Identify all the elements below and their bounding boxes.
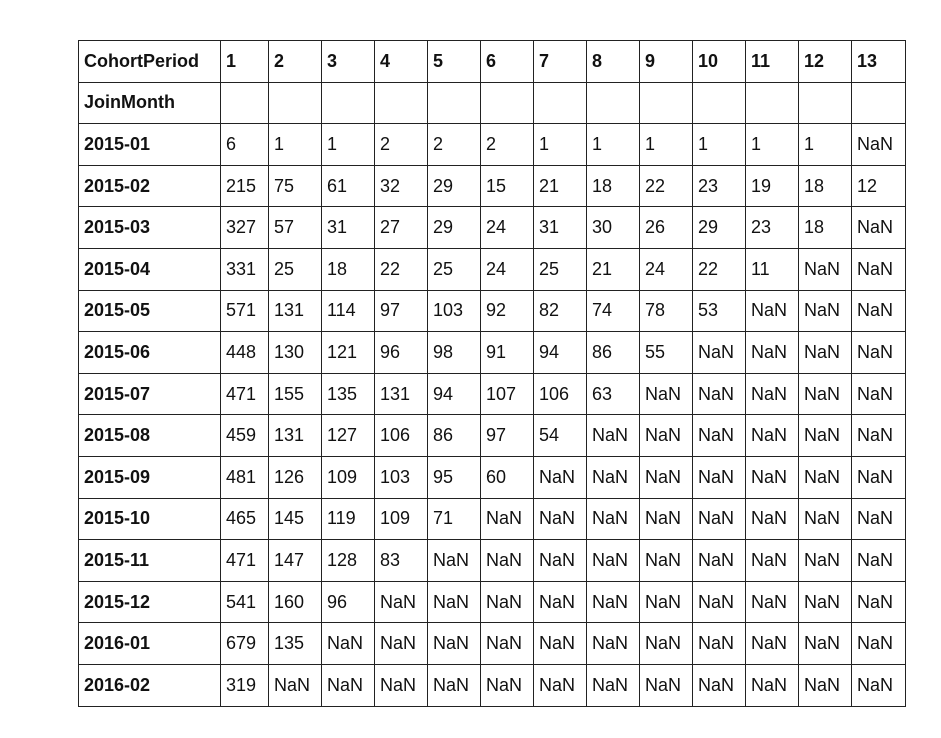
table-cell: NaN bbox=[746, 581, 799, 623]
table-cell: 471 bbox=[221, 540, 269, 582]
table-cell: NaN bbox=[640, 664, 693, 706]
header-row bbox=[79, 41, 906, 83]
table-cell: NaN bbox=[587, 581, 640, 623]
table-cell: 78 bbox=[640, 290, 693, 332]
table-cell: 459 bbox=[221, 415, 269, 457]
column-header: 5 bbox=[428, 41, 481, 83]
table-cell: 29 bbox=[693, 207, 746, 249]
table-cell: NaN bbox=[746, 373, 799, 415]
table-cell: NaN bbox=[799, 540, 852, 582]
table-cell: 22 bbox=[640, 165, 693, 207]
cohort-table bbox=[78, 40, 906, 707]
row-label: 2015-03 bbox=[79, 207, 221, 249]
table-cell: 106 bbox=[375, 415, 428, 457]
table-cell: 21 bbox=[587, 248, 640, 290]
table-cell: NaN bbox=[799, 332, 852, 374]
table-cell: 319 bbox=[221, 664, 269, 706]
table-cell: NaN bbox=[693, 332, 746, 374]
table-cell: 22 bbox=[375, 248, 428, 290]
table-cell: 83 bbox=[375, 540, 428, 582]
table-cell: NaN bbox=[640, 373, 693, 415]
table-cell: 24 bbox=[481, 207, 534, 249]
table-cell: 55 bbox=[640, 332, 693, 374]
table-cell: NaN bbox=[693, 456, 746, 498]
table-row bbox=[79, 207, 906, 249]
table-cell: 24 bbox=[640, 248, 693, 290]
table-cell: 1 bbox=[693, 124, 746, 166]
table-cell: NaN bbox=[693, 581, 746, 623]
table-cell: NaN bbox=[693, 498, 746, 540]
table-cell: NaN bbox=[746, 456, 799, 498]
table-cell: 18 bbox=[587, 165, 640, 207]
column-header: 10 bbox=[693, 41, 746, 83]
table-cell: 92 bbox=[481, 290, 534, 332]
table-cell: 24 bbox=[481, 248, 534, 290]
table-row bbox=[79, 290, 906, 332]
empty-cell bbox=[746, 82, 799, 124]
table-cell: 96 bbox=[375, 332, 428, 374]
table-cell: 131 bbox=[269, 290, 322, 332]
empty-cell bbox=[693, 82, 746, 124]
table-cell: NaN bbox=[534, 498, 587, 540]
table-cell: NaN bbox=[746, 664, 799, 706]
table-cell: NaN bbox=[587, 415, 640, 457]
table-cell: NaN bbox=[587, 623, 640, 665]
table-cell: NaN bbox=[375, 581, 428, 623]
table-cell: NaN bbox=[746, 498, 799, 540]
table-cell: NaN bbox=[428, 581, 481, 623]
table-cell: 6 bbox=[221, 124, 269, 166]
table-body bbox=[79, 124, 906, 706]
table-row bbox=[79, 581, 906, 623]
table-cell: NaN bbox=[534, 581, 587, 623]
table-row bbox=[79, 623, 906, 665]
table-cell: 57 bbox=[269, 207, 322, 249]
column-header: 12 bbox=[799, 41, 852, 83]
table-cell: 94 bbox=[534, 332, 587, 374]
row-label: 2015-06 bbox=[79, 332, 221, 374]
table-header bbox=[79, 41, 906, 124]
table-row bbox=[79, 498, 906, 540]
table-cell: NaN bbox=[322, 664, 375, 706]
row-label: 2015-02 bbox=[79, 165, 221, 207]
row-label: 2016-02 bbox=[79, 664, 221, 706]
table-cell: 155 bbox=[269, 373, 322, 415]
table-cell: 2 bbox=[481, 124, 534, 166]
table-cell: 1 bbox=[322, 124, 375, 166]
table-cell: 130 bbox=[269, 332, 322, 374]
table-cell: NaN bbox=[428, 664, 481, 706]
table-cell: 131 bbox=[269, 415, 322, 457]
table-row bbox=[79, 248, 906, 290]
row-label: 2015-09 bbox=[79, 456, 221, 498]
table-cell: 60 bbox=[481, 456, 534, 498]
table-cell: NaN bbox=[322, 623, 375, 665]
table-cell: 147 bbox=[269, 540, 322, 582]
empty-cell bbox=[799, 82, 852, 124]
table-row bbox=[79, 165, 906, 207]
table-cell: 109 bbox=[375, 498, 428, 540]
table-cell: 25 bbox=[428, 248, 481, 290]
table-cell: NaN bbox=[852, 498, 906, 540]
empty-cell bbox=[587, 82, 640, 124]
table-row bbox=[79, 415, 906, 457]
table-cell: 18 bbox=[799, 165, 852, 207]
table-cell: 75 bbox=[269, 165, 322, 207]
table-cell: NaN bbox=[587, 498, 640, 540]
table-cell: NaN bbox=[852, 290, 906, 332]
table-cell: 31 bbox=[322, 207, 375, 249]
table-cell: 135 bbox=[322, 373, 375, 415]
table-cell: 571 bbox=[221, 290, 269, 332]
table-cell: NaN bbox=[852, 540, 906, 582]
table-cell: NaN bbox=[852, 664, 906, 706]
table-cell: NaN bbox=[693, 415, 746, 457]
table-cell: 29 bbox=[428, 207, 481, 249]
table-cell: NaN bbox=[693, 623, 746, 665]
table-cell: 160 bbox=[269, 581, 322, 623]
table-cell: 135 bbox=[269, 623, 322, 665]
column-header: 4 bbox=[375, 41, 428, 83]
table-row bbox=[79, 540, 906, 582]
table-cell: NaN bbox=[428, 540, 481, 582]
table-cell: 119 bbox=[322, 498, 375, 540]
column-header: 3 bbox=[322, 41, 375, 83]
table-cell: NaN bbox=[534, 664, 587, 706]
table-cell: NaN bbox=[852, 581, 906, 623]
table-cell: 448 bbox=[221, 332, 269, 374]
table-cell: 103 bbox=[428, 290, 481, 332]
table-cell: 23 bbox=[746, 207, 799, 249]
table-cell: NaN bbox=[640, 415, 693, 457]
table-cell: NaN bbox=[799, 415, 852, 457]
row-label: 2015-11 bbox=[79, 540, 221, 582]
table-row bbox=[79, 664, 906, 706]
table-cell: NaN bbox=[481, 540, 534, 582]
table-cell: 61 bbox=[322, 165, 375, 207]
table-cell: NaN bbox=[587, 540, 640, 582]
table-cell: 91 bbox=[481, 332, 534, 374]
table-cell: NaN bbox=[799, 498, 852, 540]
table-cell: 1 bbox=[587, 124, 640, 166]
table-cell: 95 bbox=[428, 456, 481, 498]
table-cell: 471 bbox=[221, 373, 269, 415]
empty-cell bbox=[481, 82, 534, 124]
row-label: 2015-07 bbox=[79, 373, 221, 415]
table-cell: NaN bbox=[640, 540, 693, 582]
table-cell: NaN bbox=[799, 373, 852, 415]
table-cell: 97 bbox=[481, 415, 534, 457]
table-cell: 82 bbox=[534, 290, 587, 332]
table-cell: NaN bbox=[640, 581, 693, 623]
table-cell: 12 bbox=[852, 165, 906, 207]
table-cell: NaN bbox=[693, 664, 746, 706]
empty-cell bbox=[375, 82, 428, 124]
table-cell: 679 bbox=[221, 623, 269, 665]
table-cell: 74 bbox=[587, 290, 640, 332]
table-cell: NaN bbox=[375, 623, 428, 665]
empty-cell bbox=[269, 82, 322, 124]
table-cell: 465 bbox=[221, 498, 269, 540]
table-cell: 31 bbox=[534, 207, 587, 249]
table-cell: NaN bbox=[693, 540, 746, 582]
table-row bbox=[79, 332, 906, 374]
table-cell: NaN bbox=[746, 540, 799, 582]
table-cell: NaN bbox=[534, 456, 587, 498]
table-cell: 107 bbox=[481, 373, 534, 415]
table-cell: 71 bbox=[428, 498, 481, 540]
table-cell: 126 bbox=[269, 456, 322, 498]
table-cell: 1 bbox=[746, 124, 799, 166]
table-cell: 541 bbox=[221, 581, 269, 623]
table-cell: 327 bbox=[221, 207, 269, 249]
table-cell: NaN bbox=[481, 581, 534, 623]
row-label: 2015-01 bbox=[79, 124, 221, 166]
table-cell: 25 bbox=[269, 248, 322, 290]
table-cell: 109 bbox=[322, 456, 375, 498]
column-header: 8 bbox=[587, 41, 640, 83]
index-label-row bbox=[79, 82, 906, 124]
table-cell: NaN bbox=[587, 456, 640, 498]
column-header: 1 bbox=[221, 41, 269, 83]
table-cell: 96 bbox=[322, 581, 375, 623]
table-cell: 128 bbox=[322, 540, 375, 582]
table-row bbox=[79, 456, 906, 498]
table-cell: 103 bbox=[375, 456, 428, 498]
table-cell: NaN bbox=[640, 498, 693, 540]
table-cell: NaN bbox=[852, 456, 906, 498]
table-cell: 106 bbox=[534, 373, 587, 415]
table-cell: NaN bbox=[587, 664, 640, 706]
column-header: 2 bbox=[269, 41, 322, 83]
table-cell: NaN bbox=[534, 540, 587, 582]
table-cell: NaN bbox=[799, 290, 852, 332]
table-cell: NaN bbox=[481, 664, 534, 706]
table-cell: 121 bbox=[322, 332, 375, 374]
table-cell: 18 bbox=[799, 207, 852, 249]
table-row bbox=[79, 373, 906, 415]
table-cell: 127 bbox=[322, 415, 375, 457]
table-cell: NaN bbox=[852, 373, 906, 415]
table-cell: 21 bbox=[534, 165, 587, 207]
table-cell: NaN bbox=[428, 623, 481, 665]
table-cell: 97 bbox=[375, 290, 428, 332]
row-label: 2016-01 bbox=[79, 623, 221, 665]
table-cell: 25 bbox=[534, 248, 587, 290]
row-label: 2015-10 bbox=[79, 498, 221, 540]
table-cell: 2 bbox=[428, 124, 481, 166]
table-cell: 98 bbox=[428, 332, 481, 374]
table-cell: NaN bbox=[481, 498, 534, 540]
table-cell: 215 bbox=[221, 165, 269, 207]
table-cell: 331 bbox=[221, 248, 269, 290]
table-cell: NaN bbox=[852, 207, 906, 249]
table-cell: NaN bbox=[269, 664, 322, 706]
table-cell: 11 bbox=[746, 248, 799, 290]
table-cell: 15 bbox=[481, 165, 534, 207]
table-cell: 29 bbox=[428, 165, 481, 207]
table-cell: 53 bbox=[693, 290, 746, 332]
table-cell: NaN bbox=[799, 623, 852, 665]
columns-label: CohortPeriod bbox=[79, 41, 221, 83]
table-cell: 1 bbox=[640, 124, 693, 166]
table-cell: 1 bbox=[269, 124, 322, 166]
empty-cell bbox=[640, 82, 693, 124]
table-cell: 30 bbox=[587, 207, 640, 249]
empty-cell bbox=[852, 82, 906, 124]
table-cell: 114 bbox=[322, 290, 375, 332]
table-cell: NaN bbox=[799, 248, 852, 290]
table-cell: NaN bbox=[852, 124, 906, 166]
table-cell: 86 bbox=[587, 332, 640, 374]
row-label: 2015-05 bbox=[79, 290, 221, 332]
table-cell: 2 bbox=[375, 124, 428, 166]
table-cell: 63 bbox=[587, 373, 640, 415]
table-cell: 22 bbox=[693, 248, 746, 290]
table-cell: NaN bbox=[693, 373, 746, 415]
row-label: 2015-08 bbox=[79, 415, 221, 457]
row-label: 2015-04 bbox=[79, 248, 221, 290]
index-label: JoinMonth bbox=[79, 82, 221, 124]
table-row bbox=[79, 124, 906, 166]
column-header: 13 bbox=[852, 41, 906, 83]
table-cell: NaN bbox=[799, 456, 852, 498]
table-cell: 131 bbox=[375, 373, 428, 415]
table-cell: NaN bbox=[375, 664, 428, 706]
empty-cell bbox=[322, 82, 375, 124]
column-header: 6 bbox=[481, 41, 534, 83]
column-header: 11 bbox=[746, 41, 799, 83]
table-cell: NaN bbox=[799, 581, 852, 623]
table-cell: 27 bbox=[375, 207, 428, 249]
table-cell: NaN bbox=[534, 623, 587, 665]
table-cell: 23 bbox=[693, 165, 746, 207]
table-cell: NaN bbox=[746, 332, 799, 374]
table-cell: 94 bbox=[428, 373, 481, 415]
table-cell: NaN bbox=[640, 623, 693, 665]
table-cell: NaN bbox=[640, 456, 693, 498]
table-cell: NaN bbox=[852, 623, 906, 665]
table-cell: NaN bbox=[852, 332, 906, 374]
column-header: 9 bbox=[640, 41, 693, 83]
table-cell: 481 bbox=[221, 456, 269, 498]
empty-cell bbox=[428, 82, 481, 124]
table-cell: NaN bbox=[746, 415, 799, 457]
row-label: 2015-12 bbox=[79, 581, 221, 623]
table-cell: 86 bbox=[428, 415, 481, 457]
table-cell: 26 bbox=[640, 207, 693, 249]
table-cell: 1 bbox=[534, 124, 587, 166]
table-cell: NaN bbox=[852, 415, 906, 457]
table-cell: 18 bbox=[322, 248, 375, 290]
table-cell: 1 bbox=[799, 124, 852, 166]
table-cell: 145 bbox=[269, 498, 322, 540]
table-cell: NaN bbox=[852, 248, 906, 290]
table-cell: NaN bbox=[746, 290, 799, 332]
table-cell: NaN bbox=[746, 623, 799, 665]
table-cell: 54 bbox=[534, 415, 587, 457]
table-cell: NaN bbox=[481, 623, 534, 665]
table-cell: NaN bbox=[799, 664, 852, 706]
table-cell: 32 bbox=[375, 165, 428, 207]
empty-cell bbox=[221, 82, 269, 124]
table-cell: 19 bbox=[746, 165, 799, 207]
column-header: 7 bbox=[534, 41, 587, 83]
empty-cell bbox=[534, 82, 587, 124]
